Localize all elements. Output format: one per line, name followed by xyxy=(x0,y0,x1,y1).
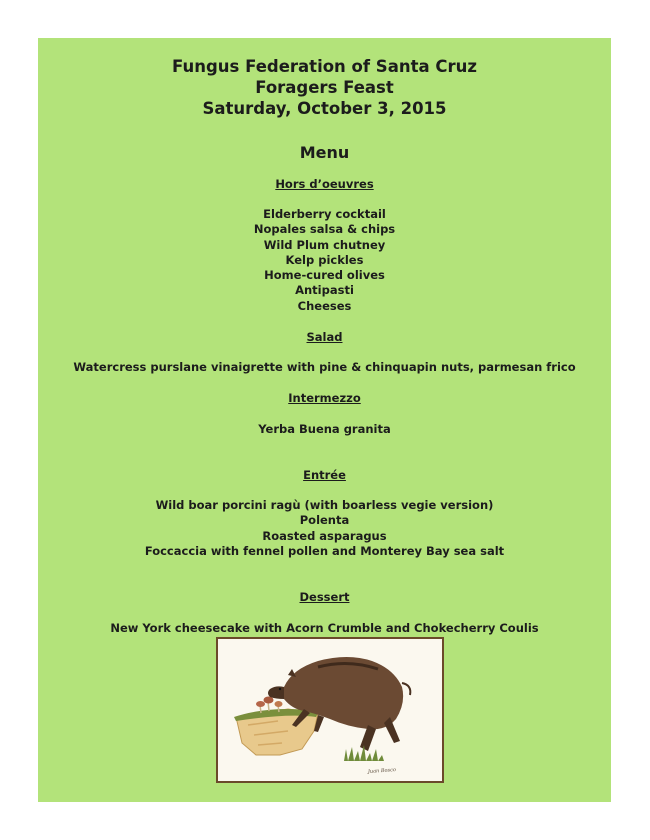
menu-item: Wild Plum chutney xyxy=(263,237,386,252)
wild-boar-illustration xyxy=(216,637,444,783)
menu-item: New York cheesecake with Acorn Crumble and Chokecherry Coulis xyxy=(110,621,539,635)
dessert-list xyxy=(38,621,611,636)
org-name: Fungus Federation of Santa Cruz xyxy=(172,57,477,76)
menu-item: Home-cured olives xyxy=(264,268,385,283)
svg-text:Juan Bosco: Juan Bosco xyxy=(367,767,397,775)
menu-item: Elderberry cocktail xyxy=(263,207,386,221)
menu-item: Polenta xyxy=(299,513,350,528)
menu-item: Watercress purslane vinaigrette with pine & chinquapin nuts, parmesan frico xyxy=(73,360,576,374)
section-title-salad: Salad xyxy=(306,330,343,344)
hors-doeuvres-list xyxy=(38,207,611,314)
menu-item: Yerba Buena granita xyxy=(258,422,391,436)
menu-heading: Menu xyxy=(299,143,350,162)
menu-item: Kelp pickles xyxy=(285,252,364,267)
menu-item: Cheeses xyxy=(297,298,352,313)
boar-painting xyxy=(218,639,442,781)
salad-list xyxy=(38,360,611,375)
menu-item: Roasted asparagus xyxy=(262,528,387,543)
section-title-hors-doeuvres: Hors d’oeuvres xyxy=(275,177,374,191)
menu-item: Wild boar porcini ragù (with boarless vegie version) xyxy=(155,498,494,512)
section-title-intermezzo: Intermezzo xyxy=(288,391,361,405)
menu-item: Antipasti xyxy=(295,283,354,298)
entree-list xyxy=(38,498,611,559)
event-name: Foragers Feast xyxy=(255,78,394,97)
section-title-entree: Entrée xyxy=(303,468,346,482)
event-date: Saturday, October 3, 2015 xyxy=(202,99,447,118)
menu-card xyxy=(38,38,611,802)
section-title-dessert: Dessert xyxy=(299,590,350,604)
menu-item: Foccaccia with fennel pollen and Monterey Bay sea salt xyxy=(144,543,505,558)
intermezzo-list xyxy=(38,422,611,437)
menu-item: Nopales salsa & chips xyxy=(253,222,396,237)
